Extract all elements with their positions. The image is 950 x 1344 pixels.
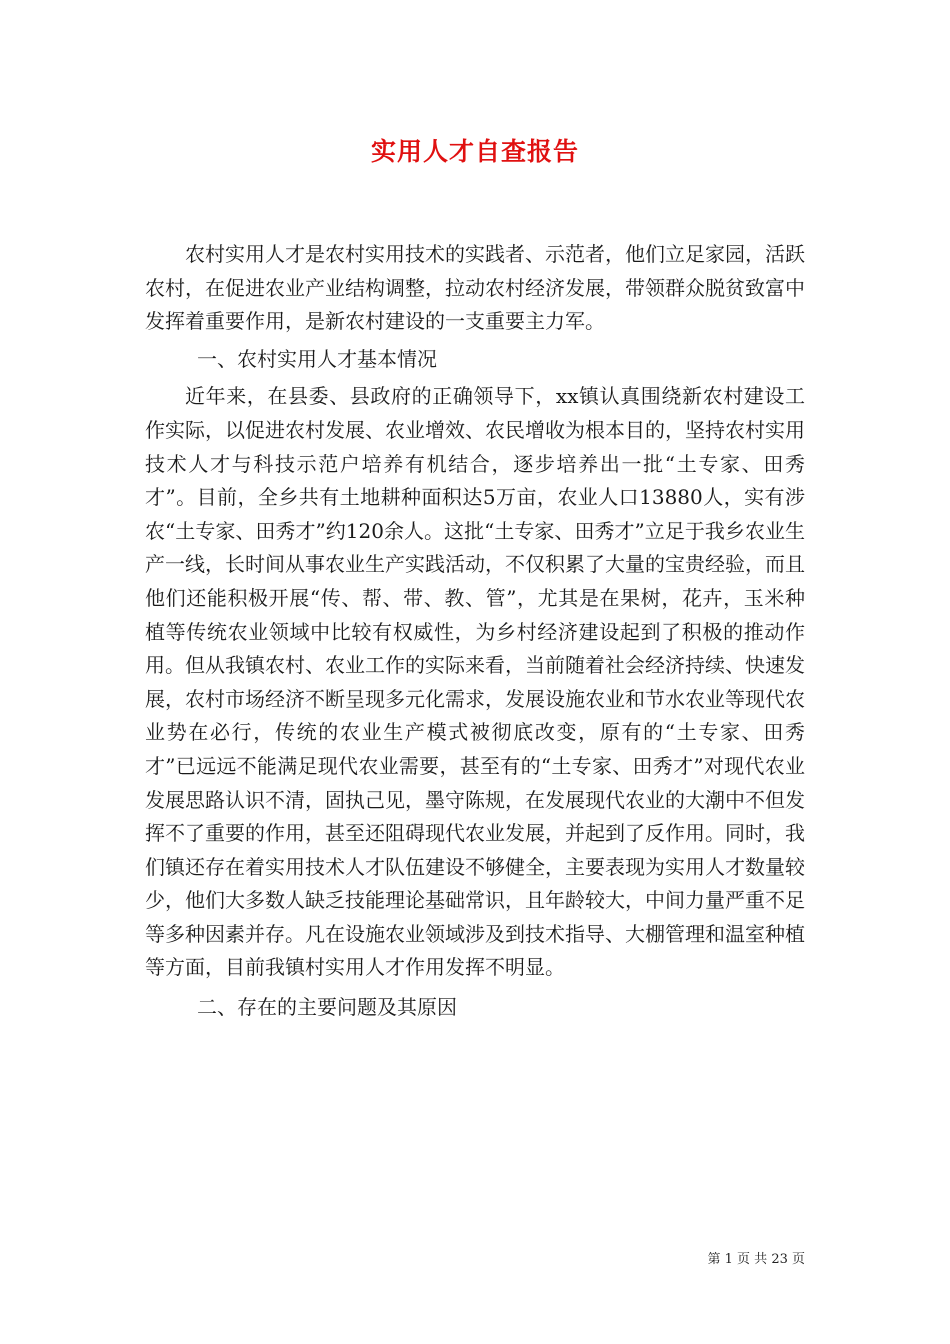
document-title: 实用人才自查报告 [370, 137, 579, 166]
intro-paragraph: 农村实用人才是农村实用技术的实践者、示范者，他们立足家园，活跃农村，在促进农业产业结构调整，拉动农村经济发展，带领群众脱贫致富中发挥着重要作用，是新农村建设的一支重要主力军。 [145, 242, 805, 334]
section-2-heading: 二、存在的主要问题及其原因 [197, 995, 457, 1020]
document-body [145, 238, 805, 1025]
page-number: 第 1 页 共 23 页 [707, 1252, 805, 1267]
section-1-heading: 一、农村实用人才基本情况 [197, 346, 437, 371]
section-1-paragraph: 近年来，在县委、县政府的正确领导下，xx镇认真围绕新农村建设工作实际，以促进农村发展、农业增效、农民增收为根本目的，坚持农村实用技术人才与科技示范户培养有机结合，逐步培养出一批“土专家、田秀才”。目前，全乡共有土地耕种面积达5万亩，农业人口13880人，实有涉农“土专家、田秀才”约120余人。这批“土专家、田秀才”立足于我乡农业生产一线，长时间从事农业生产实践活动，不仅积累了大量的宝贵经验，而且他们还能积极开展“传、帮、带、教、管”，尤其是在果树，花卉，玉米种植等传统农业领域中比较有权威性，为乡村经济建设起到了积极的推动作用。但从我镇农村、农业工作的实际来看，当前随着社会经济持续、快速发展，农村市场经济不断呈现多元化需求，发展设施农业和节水农业等现代农业势在必行，传统的农业生产模式被彻底改变，原有的“土专家、田秀才”已远远不能满足现代农业需要，甚至有的“土专家、田秀才”对现代农业发展思路认识不清，固执己见，墨守陈规，在发展现代农业的大潮中不但发挥不了重要的作用，甚至还阻碍现代农业发展，并起到了反作用。同时，我们镇还存在着实用技术人才队伍建设不够健全，主要表现为实用人才数量较少，他们大多数人缺乏技能理论基础常识，且年龄较大，中间力量严重不足等多种因素并存。凡在设施农业领域涉及到技术指导、大棚管理和温室种植等方面，目前我镇村实用人才作用发挥不明显。 [145, 384, 805, 980]
